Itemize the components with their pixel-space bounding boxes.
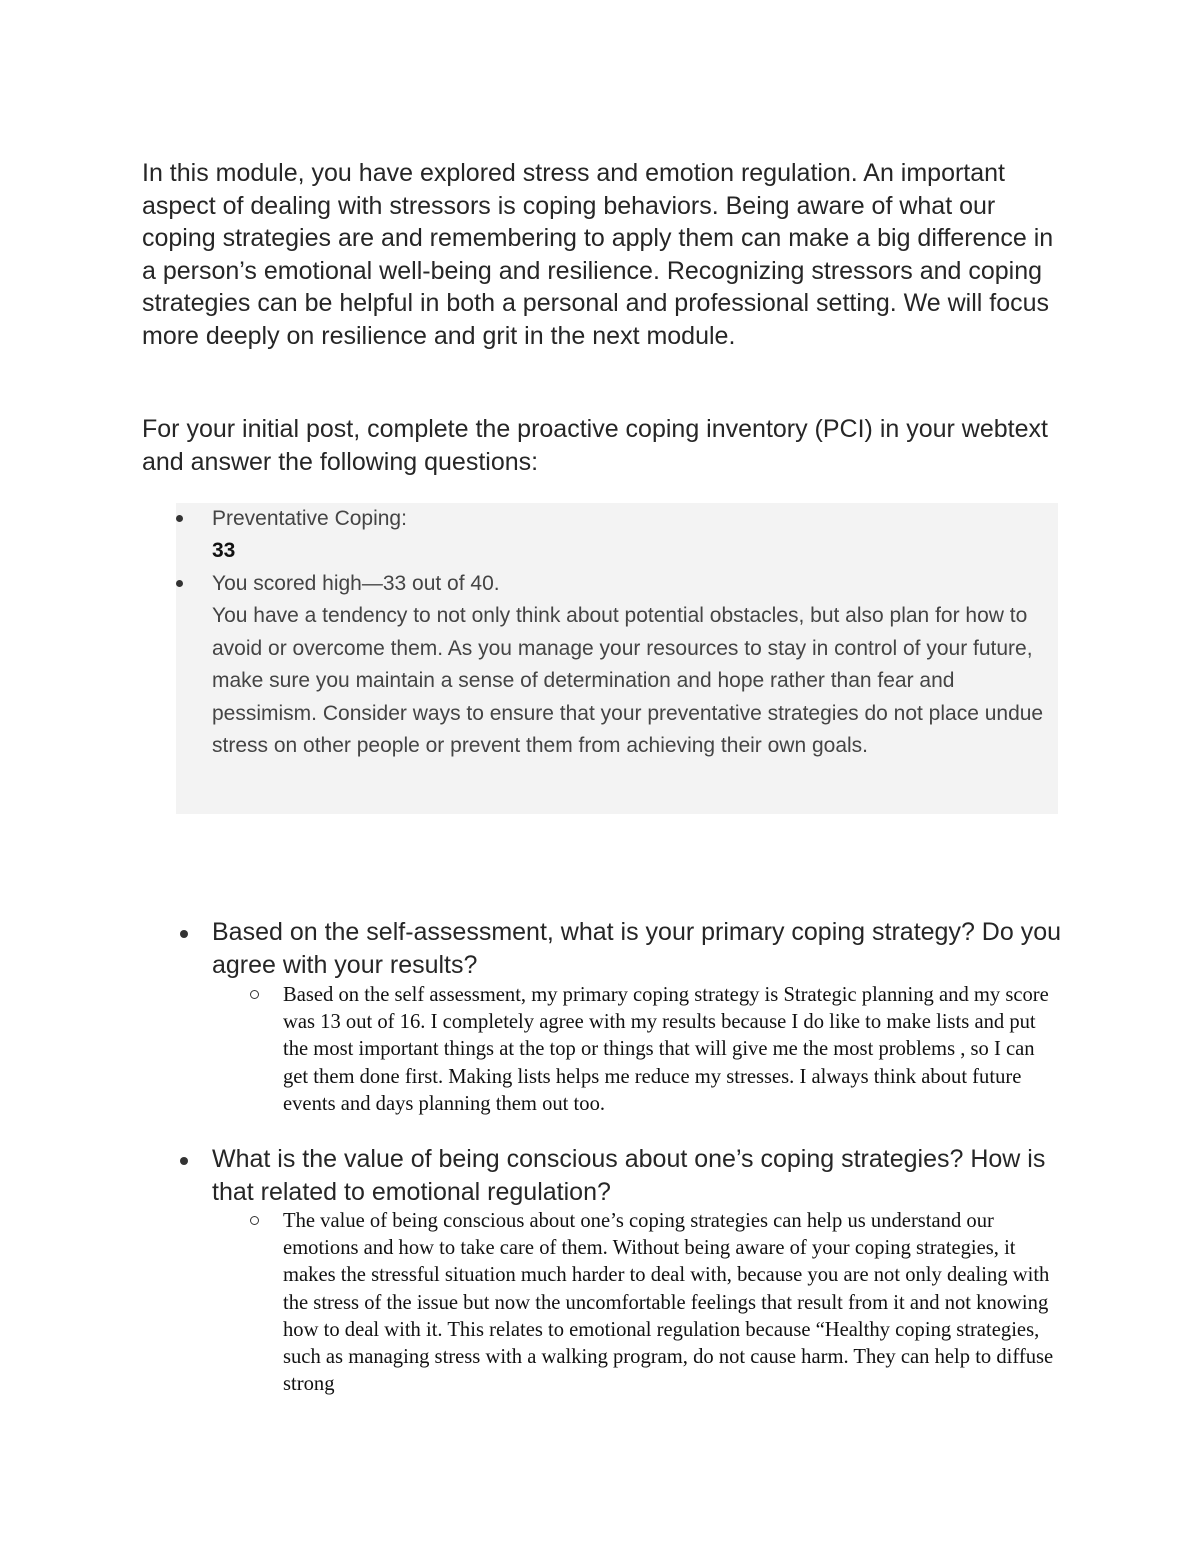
question-1: Based on the self-assessment, what is your primary coping strategy? Do you agree with your results? [212, 918, 1062, 979]
bullet-icon [176, 580, 183, 587]
preventative-coping-label: Preventative Coping: [212, 507, 407, 530]
hollow-bullet-icon [250, 1216, 259, 1225]
preventative-coping-score: 33 [212, 539, 236, 562]
answer-1: Based on the self assessment, my primary coping strategy is Strategic planning and my score was 13 out of 16. I completely agree with my results because I do like to make lists and put the most important things at the top or things that will give me the most problems , so I can get them done first. Making lists helps me reduce my stresses. I always think about future events and days planning them out too. [283, 984, 1049, 1115]
score-summary: You scored high—33 out of 40. [212, 572, 500, 595]
answer-2: The value of being conscious about one’s coping strategies can help us understand our emotions and how to take care of them. Without being aware of your coping strategies, it makes the stressful situation much harder to deal with, because you are not only dealing with the stress of the issue but now the uncomfortable feelings that result from it and not knowing how to deal with it. This relates to emotional regulation because “Healthy coping strategies, such as managing stress with a walking program, do not cause harm. They can help to diffuse strong [283, 1210, 1054, 1396]
prompt-paragraph: For your initial post, complete the proactive coping inventory (PCI) in your webtext and answer the following questions: [142, 415, 1048, 476]
hollow-bullet-icon [250, 990, 259, 999]
question-2: What is the value of being conscious about one’s coping strategies? How is that related to emotional regulation? [212, 1145, 1046, 1206]
bullet-icon [180, 930, 188, 938]
score-description: You have a tendency to not only think about potential obstacles, but also plan for how to avoid or overcome them. As you manage your resources to stay in control of your future, make sure you maintain a sense of determination and hope rather than fear and pessimism. Consider ways to ensure that your preventative strategies do not place undue stress on other people or prevent them from achieving their own goals. [212, 604, 1044, 757]
bullet-icon [176, 515, 183, 522]
bullet-icon [180, 1157, 188, 1165]
intro-paragraph: In this module, you have explored stress and emotion regulation. An important aspect of dealing with stressors is coping behaviors. Being aware of what our coping strategies are and remembering to apply them can make a big difference in a person’s emotional well-being and resilience. Recognizing stressors and coping strategies can be helpful in both a personal and professional setting. We will focus more deeply on resilience and grit in the next module. [142, 159, 1054, 350]
